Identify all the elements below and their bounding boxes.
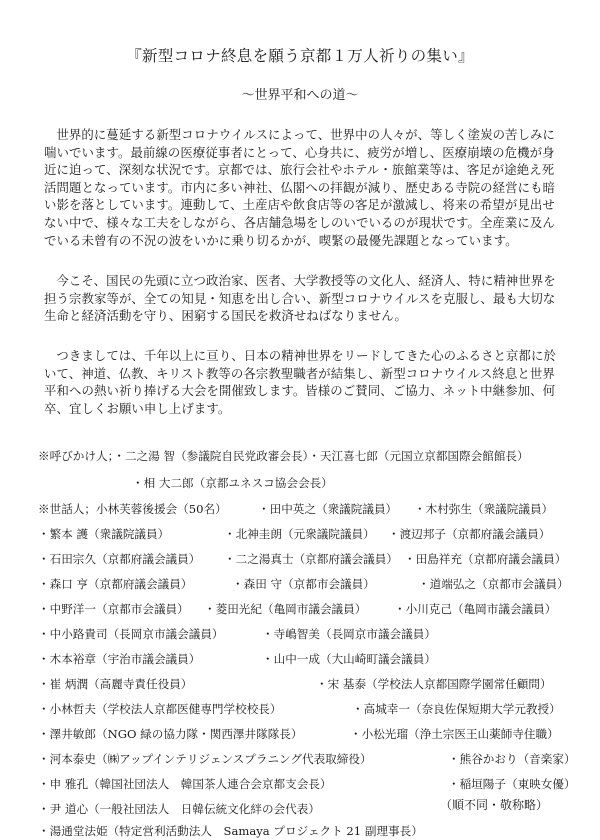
list-entry: ・中小路貴司（長岡京市議会議員） xyxy=(38,627,224,641)
paragraph-1: 世界的に蔓延する新型コロナウイルスによって、世界中の人々が、等しく塗炭の苦しみに喘いでいます。最前線の医療従事者にとって、心身共に、疲労が増し、医療崩壊の危機が身近に迫って、深刻な状況です。京都では、旅行会社やホテル・旅館業等は、客足が途絶え死活問題となっています。市内に多い神社、仏閣への拝観が減り、歴史ある寺院の経営にも暗い影を落としています。連動して、土産店や飲食店等の客足が激減し、将来の希望が見出せない中で、様々な工夫をしながら、各店舗急場をしのいでいるのが現状です。全産業に及んでいる未曾有の不況の波をいかに乗り切るかが、喫緊の最優先課題となっています。 xyxy=(44,127,556,248)
list-entry: ・森口 亨（京都府議会議員） xyxy=(38,577,193,591)
list-entry: ・寺嶋智美（長岡京市議会議員） xyxy=(262,627,436,641)
list-item xyxy=(38,650,578,668)
closing-note: （順不同・敬称略） xyxy=(439,798,548,812)
list-entry: ・中野洋一（京都市会議員） xyxy=(38,602,189,616)
list-item xyxy=(38,822,578,840)
paragraph-3: つきましては、千年以上に亘り、日本の精神世界をリードしてきた心のふるさと京都に於いて、神道、仏教、キリスト教等の各宗教聖職者が結集し、新型コロナウイルス終息と世界平和への熱い祈り捧げる大会を開催致します。皆様のご賛同、ご協力、ネット中継参加、何卒、宜しくお願い申し上げます。 xyxy=(44,348,557,416)
list-entry: ・石田宗久（京都府議会議員） xyxy=(38,552,201,566)
organizer-entry: ・相 大二郎（京都ユネスコ協会会長） xyxy=(132,476,333,490)
organizer-row-2 xyxy=(38,474,578,492)
list-entry: ・崔 炳潤（高麗寺責任役員） xyxy=(38,677,193,691)
list-entry: ・澤井敏郎（NGO 緑の協力隊・関西澤井隊隊長） xyxy=(38,727,303,741)
list-entry: ・申 雅孔（韓国社団法人 韓国茶人連合会京都支会長） xyxy=(38,777,332,791)
list-entry: ・小林哲夫（学校法人京都医健専門学校校長） xyxy=(38,702,282,716)
list-entry: ・高城幸一（奈良佐保短期大学元教授） xyxy=(352,702,561,716)
list-entry: ・熊谷かおり（音楽家） xyxy=(448,752,576,766)
paragraph-2: 今こそ、国民の先頭に立つ政治家、医者、大学教授等の文化人、経済人、特に精神世界を担う宗教家等が、全ての知見・知恵を出し合い、新型コロナウイルスを克服し、最も大切な生命と経済活動を守り、困窮する国民を救済せねばなりません。 xyxy=(44,273,556,324)
list-entry: ・二之湯真士（京都府議会議員） xyxy=(224,552,398,566)
list-entry: ・湯通堂法姫（特定営利活動法人 Samaya プロジェクト 21 副理事長） xyxy=(38,824,423,838)
list-item xyxy=(38,700,578,718)
list-entry: ・渡辺邦子（京都府議会議員） xyxy=(388,527,551,541)
list-item xyxy=(38,600,578,618)
document-title: 『新型コロナ終息を願う京都１万人祈りの集い』 xyxy=(126,47,474,65)
list-item xyxy=(38,775,578,793)
list-entry: ・宋 基泰（学校法人京都国際学園常任顧問） xyxy=(316,677,552,691)
list-entry: ・尹 道心（一般社団法人 日韓伝統文化絆の会代表） xyxy=(38,802,320,816)
list-item xyxy=(38,750,578,768)
list-entry: ・小川克己（亀岡市議会議員） xyxy=(394,602,557,616)
list-item xyxy=(38,625,578,643)
organizers-line: ※呼びかけ人；・二之湯 智（参議院自民党政審会長）・天江喜七郎（元国立京都国際会館館長） xyxy=(38,449,529,463)
list-entry: ・木本裕章（宇治市議会議員） xyxy=(38,652,201,666)
list-item xyxy=(38,550,578,568)
list-entry: ・北神圭朗（元衆議院議員） xyxy=(224,527,375,541)
list-entry: ・田中英之（衆議院議員） xyxy=(258,502,398,516)
list-entry: ・山中一成（大山崎町議会議員） xyxy=(262,652,436,666)
list-entry: ・木村弥生（衆議院議員） xyxy=(414,502,554,516)
list-entry: ・森田 守（京都市会議員） xyxy=(232,577,375,591)
list-entry: ・繁本 護（衆議院議員） xyxy=(38,527,170,541)
list-entry: ・菱田光紀（亀岡市議会議員） xyxy=(204,602,367,616)
list-item xyxy=(38,675,578,693)
list-item xyxy=(38,575,578,593)
list-item xyxy=(38,525,578,543)
organizer-row xyxy=(38,447,578,465)
list-entry: ・小松光瑠（浄土宗医王山薬師寺住職） xyxy=(350,727,559,741)
list-entry: ※世話人；小林芙蓉後援会（50名） xyxy=(38,502,227,516)
list-entry: ・稲垣陽子（東映女優） xyxy=(448,777,576,791)
list-item xyxy=(38,500,578,518)
list-item xyxy=(38,725,578,743)
list-entry: ・河本泰史（㈱アップインテリジェンスプラニング代表取締役） xyxy=(38,752,372,766)
list-entry: ・道端弘之（京都市会議員） xyxy=(418,577,569,591)
list-entry: ・田島祥充（京都府議会議員） xyxy=(404,552,567,566)
document-subtitle: 〜世界平和への道〜 xyxy=(241,88,359,103)
